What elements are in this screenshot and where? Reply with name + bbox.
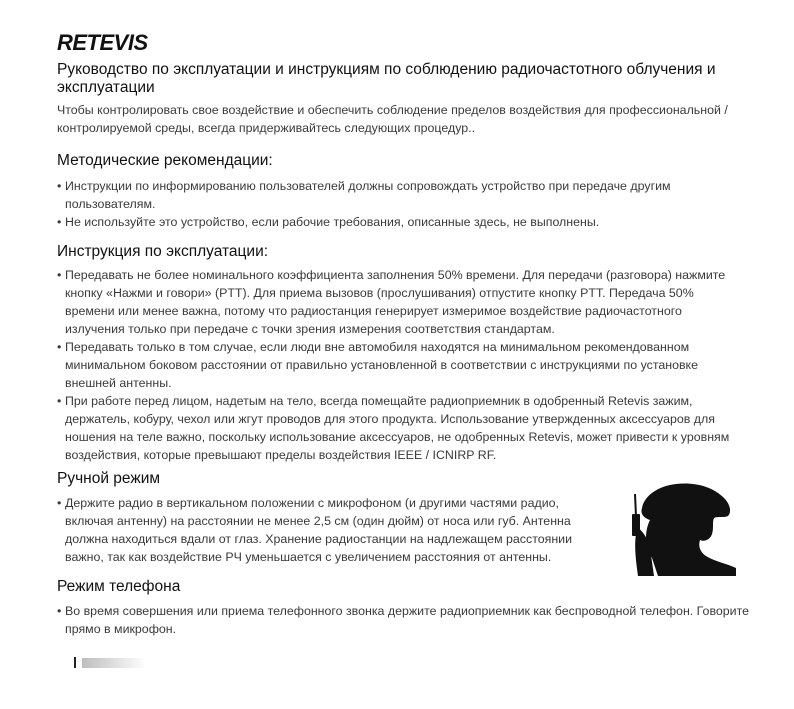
page-marker [74,657,76,668]
operation-list [57,266,737,464]
list-item: • Во время совершения или приема телефонного звонка держите радиоприемник как беспроводной телефон. Говорите прямо в микрофон. [57,604,750,636]
section-heading-phone-mode: Режим телефона [57,578,181,595]
section-heading-guidelines: Методические рекомендации: [57,152,273,169]
intro-paragraph: Чтобы контролировать свое воздействие и обеспечить соблюдение пределов воздействия для профессиональной / контролируемой среды, всегда придерживайтесь следующих процедур.. [57,103,728,135]
section-heading-handheld-mode: Ручной режим [57,470,161,487]
footer-gradient-bar [82,658,146,668]
list-item: • При работе перед лицом, надетым на тело, всегда помещайте радиоприемник в одобренный Retevis зажим, держатель, кобуру, чехол или жгут проводов для этого продукта. Использование утвержденных аксессуаров для ношения на теле важно, поскольку использование аксессуаров, не одобренных Retevis, может привести к уровням воздействия, которые превышают пределы воздействия IEEE / ICNIRP RF. [57,394,730,462]
bullet-icon: • [57,496,62,510]
bullet-icon: • [57,215,62,229]
list-item: • Инструкции по информированию пользователей должны сопровождать устройство при передаче другим пользователям. [57,179,671,211]
phone-mode-list [57,602,757,638]
list-item: • Держите радио в вертикальном положении с микрофоном (и другими частями радио, включая антенну) на расстоянии не менее 2,5 см (один дюйм) от носа или губ. Антенна должна находиться вдали от глаз. Хранение радиостанции на надлежащем расстоянии важно, так как воздействие РЧ уменьшается с увеличением расстояния от антенны. [57,496,573,564]
bullet-icon: • [57,394,62,408]
list-item: • Передавать только в том случае, если люди вне автомобиля находятся на минимальном рекомендованном минимальном боковом расстоянии от правильно установленной в соответствии с инструкциями по установке внешней антенны. [57,340,699,390]
retevis-logo [57,31,167,53]
bullet-icon: • [57,179,62,193]
soldier-radio-silhouette-icon [628,476,736,576]
page-title: Руководство по эксплуатации и инструкциям по соблюдению радиочастотного облучения и эксплуатации [57,61,716,96]
list-item: • Передавать не более номинального коэффициента заполнения 50% времени. Для передачи (разговора) нажмите кнопку «Нажми и говори» (PTT). Для приема вызовов (прослушивания) отпустите кнопку PTT. Передача 50% времени или менее важна, потому что радиостанция генерирует измеримое воздействие радиочастотного излучения только при передаче с точки зрения измерения соответствия стандартам. [57,268,726,336]
bullet-icon: • [57,340,62,354]
guidelines-list [57,177,737,231]
section-heading-operation: Инструкция по эксплуатации: [57,243,269,260]
handheld-list [57,494,597,566]
logo-text: RETEVIS [57,31,148,53]
bullet-icon: • [57,268,62,282]
list-item: • Не используйте это устройство, если рабочие требования, описанные здесь, не выполнены. [57,215,600,229]
bullet-icon: • [57,604,62,618]
